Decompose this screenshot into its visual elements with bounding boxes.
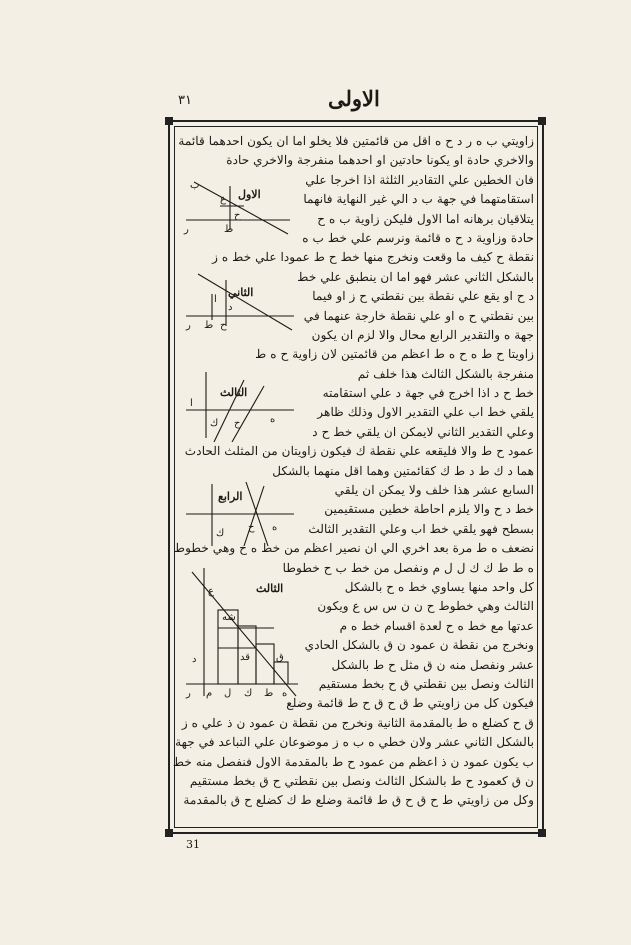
text-line: هما د ك ط د ط ك كقائمتين وهما اقل منهما بالشكل <box>272 463 534 478</box>
svg-text:ه: ه <box>282 688 288 699</box>
svg-text:ح: ح <box>234 418 241 429</box>
svg-text:ل: ل <box>224 688 232 699</box>
text-line: حادة وزاوية د ح ه قائمة ونرسم علي خط ب ه <box>302 230 534 245</box>
svg-text:د: د <box>228 302 233 313</box>
text-line: ن ق كعمود ح ط بالشكل الثالث ونصل بين نقطتي ح ق بخط مستقيم <box>189 773 534 788</box>
text-line: نقطة ح كيف ما وقعت ونخرج منها خط ح ط عمودا علي خط ه ز <box>212 250 534 265</box>
text-line: وعلي التقدير الثاني لايمكن ان يلقي خط ح د <box>312 424 534 439</box>
text-line: منفرجة بالشكل الثالث هذا خلف ثم <box>357 366 534 381</box>
svg-text:ع: ع <box>208 586 214 597</box>
figure-5-title: الثالث <box>256 582 284 595</box>
page-heading: الاولى <box>328 86 380 111</box>
text-line: د ح او يقع علي نقطة بين نقطتي ح ز او فيما <box>312 289 534 304</box>
svg-text:ه: ه <box>270 414 276 425</box>
text-line: زاويتي ب ه ر د ح ه اقل من قائمتين فلا يخلو اما ان يكون احدهما قائمة <box>178 134 534 148</box>
text-line: كل واحد منها يساوي خط ه ح بالشكل <box>344 579 534 594</box>
text-line: بالشكل الثاني عشر ولان خطي ه ب ه ز موضوعان علي التباعد في جهة <box>175 735 534 750</box>
svg-text:م: م <box>206 688 213 699</box>
svg-text:ر: ر <box>186 320 191 331</box>
text-line: عمود ح ط والا فليقعه علي نقطة ك فيكون زاويتان من المثلث الحادث <box>184 444 534 459</box>
text-line: عشر ونفصل منه ن ق مثل ح ط بالشكل <box>331 657 534 672</box>
text-line: خط د ح والا يلزم احاطة خطين مستقيمين <box>324 502 534 517</box>
figure-4-title: الرابع <box>218 490 243 503</box>
frame-corner-ornament <box>165 117 173 125</box>
svg-text:ط: ط <box>264 688 274 699</box>
svg-text:ح: ح <box>234 210 241 221</box>
text-line: بسطح فهو يلقي خط اب وعلي التقدير الثالث <box>308 521 534 536</box>
text-line: فان الخطين علي التقادير الثلثة اذا اخرجا علي <box>305 172 534 187</box>
figure-1-title: الاول <box>238 188 261 201</box>
svg-text:ح: ح <box>220 320 227 331</box>
svg-text:ه: ه <box>272 522 278 533</box>
text-line: نضعف ه ط مرة بعد اخري الي ان نصير اعظم من خط ه ح وهي خطوط <box>173 541 534 556</box>
text-line: ق ح كضلع ه ط بالمقدمة الثانية ونخرج من نقطة ن عمود ن ذ علي ه ز <box>181 715 534 730</box>
svg-text:ا: ا <box>214 294 217 305</box>
text-line: زاويتا ح ط ه ح ه ط اعظم من قائمتين لان زاوية ح ه ط <box>255 347 534 362</box>
frame-corner-ornament <box>538 117 546 125</box>
svg-text:ا: ا <box>190 398 193 409</box>
svg-text:ح: ح <box>248 522 255 533</box>
text-line: يلقي خط اب علي التقدير الاول وذلك ظاهر <box>317 405 534 420</box>
svg-text:ر: ر <box>184 224 189 235</box>
svg-text:ع: ع <box>220 194 226 205</box>
text-line: السابع عشر هذا خلف ولا يمكن ان يلقي <box>334 483 534 498</box>
text-line: ه ط ط ك ك ل ل م ونفصل من خط ب ح خطوطا <box>282 560 534 575</box>
svg-text:ك: ك <box>244 688 253 699</box>
text-line: وكل من زاويتي ط ح ق ح ق ط قائمة وضلع ط ك كضلع ح ق بالمقدمة <box>183 793 534 808</box>
text-line: الثالث وهي خطوط ح ن ن س س ع ويكون <box>317 599 534 614</box>
svg-text:ب: ب <box>190 180 200 191</box>
text-line: بالشكل الثاني عشر فهو اما ان ينطبق علي خط <box>297 269 534 284</box>
text-line: الثالث ونصل بين نقطتي ق ح بخط مستقيم <box>318 676 534 691</box>
text-line: استقامتهما في جهة ب د الي غير النهاية فانهما <box>303 192 534 207</box>
text-line: بين نقطتي ح ه او علي نقطة خارجة عنهما في <box>303 308 534 323</box>
svg-text:ق: ق <box>276 652 284 663</box>
frame-corner-ornament <box>165 829 173 837</box>
text-line: خط ح د اذا اخرج في جهة د علي استقامته <box>322 386 534 401</box>
svg-text:شه: شه <box>222 612 236 623</box>
svg-text:ط: ط <box>224 224 234 235</box>
svg-text:قد: قد <box>240 652 251 663</box>
text-line: عدتها مع خط ه ح لعدة اقسام خط ه م <box>339 618 534 633</box>
svg-text:ر: ر <box>186 688 191 699</box>
body-text <box>172 132 534 811</box>
frame-corner-ornament <box>538 829 546 837</box>
text-line: ب يكون عمود ن ذ اعظم من عمود ح ط بالمقدمة الاول فنفصل منه خط <box>172 754 534 769</box>
svg-text:ك: ك <box>210 418 219 429</box>
signature-mark: 31 <box>186 838 200 851</box>
page-number: ٣١ <box>178 93 192 108</box>
text-line: والاخري حادة او يكونا حادتين او احدهما منفرجة والاخري حادة <box>226 153 534 168</box>
svg-text:ط: ط <box>204 320 214 331</box>
text-line: يتلاقيان برهانه اما الاول فليكن زاوية ب ه ح <box>317 211 534 226</box>
text-line: فيكون كل من زاويتي ط ق ح ق ح ط قائمة وضلع <box>286 696 534 711</box>
text-line: جهة ه والتقدير الرابع محال والا لزم ان يكون <box>311 327 534 342</box>
svg-text:ك: ك <box>216 528 225 539</box>
figure-3-title: الثالث <box>220 386 248 399</box>
svg-text:د: د <box>192 654 197 665</box>
text-line: ونخرج من نقطة ن عمود ن ق بالشكل الحادي <box>304 638 534 653</box>
figure-2-title: الثاني <box>228 286 254 299</box>
